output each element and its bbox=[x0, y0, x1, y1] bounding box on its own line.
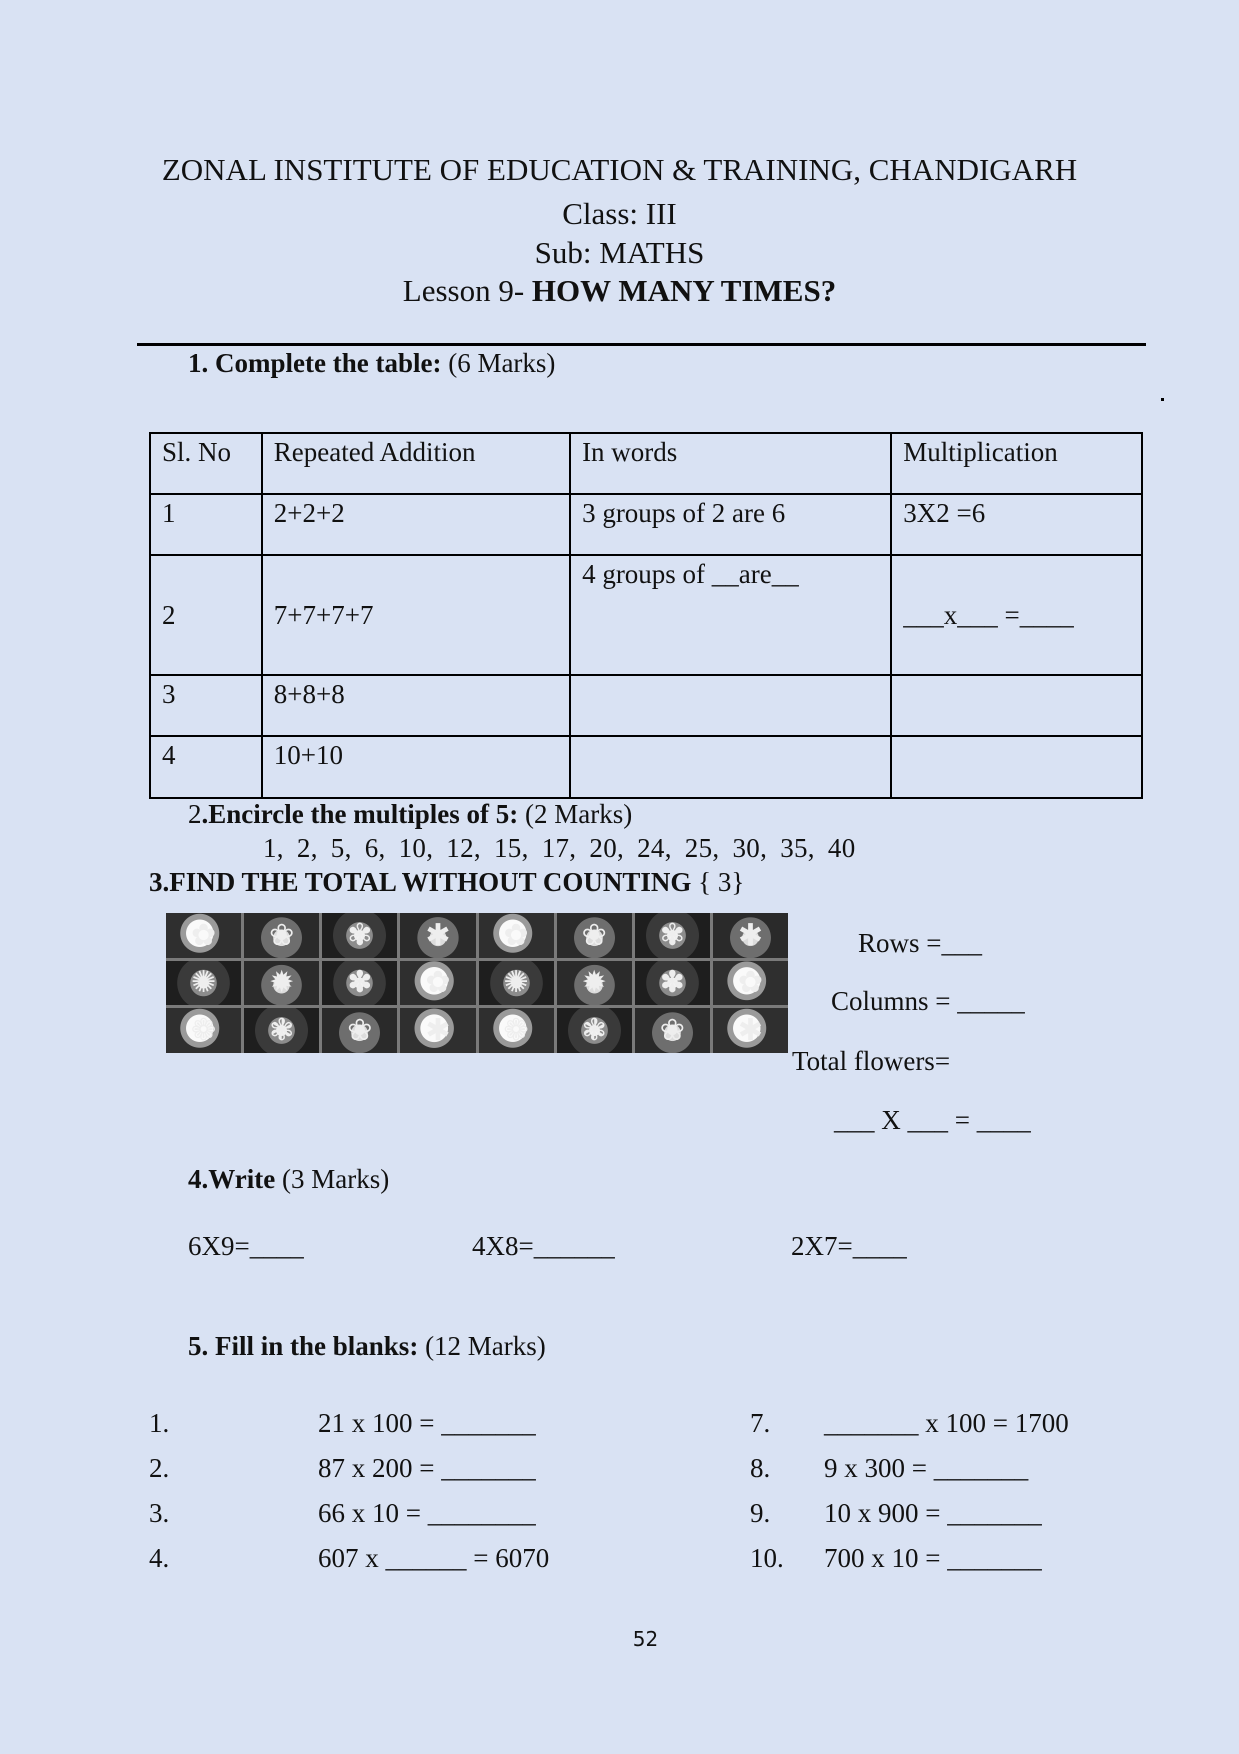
table-row bbox=[150, 555, 1142, 675]
cell-multiplication: 3X2 =6 bbox=[891, 494, 1142, 555]
flower-icon: ❃ bbox=[557, 1008, 632, 1053]
cell-slno: 2 bbox=[150, 555, 262, 675]
stray-dot bbox=[1161, 398, 1164, 401]
q5-question: 700 x 10 = _______ bbox=[824, 1543, 1042, 1573]
q5-number: 4. bbox=[149, 1543, 170, 1573]
col-header-in-words: In words bbox=[570, 433, 891, 494]
subject-label: Sub: MATHS bbox=[534, 235, 705, 270]
table-row bbox=[150, 494, 1142, 555]
flower-icon: ❀ bbox=[244, 913, 319, 958]
q1-marks: (6 Marks) bbox=[448, 348, 556, 378]
cell-in-words bbox=[570, 736, 891, 798]
flower-icon: ✱ bbox=[713, 1008, 788, 1053]
table-header-row bbox=[150, 433, 1142, 494]
q1-title: 1. Complete the table: bbox=[188, 348, 442, 378]
flower-icon: ✽ bbox=[635, 961, 710, 1006]
q2-number-list: 1, 2, 5, 6, 10, 12, 15, 17, 20, 24, 25, 30, 35, 40 bbox=[263, 833, 856, 863]
q1-table bbox=[149, 432, 1143, 799]
q5-heading bbox=[188, 1331, 546, 1362]
table-row bbox=[150, 736, 1142, 798]
cell-repeated-addition: 7+7+7+7 bbox=[262, 555, 570, 675]
q5-question: 87 x 200 = _______ bbox=[318, 1453, 536, 1483]
flower-icon: ❀ bbox=[322, 1008, 397, 1053]
flower-icon: ❃ bbox=[244, 1008, 319, 1053]
q5-title: 5. Fill in the blanks: bbox=[188, 1331, 419, 1361]
q3-total: Total flowers= bbox=[792, 1046, 951, 1076]
flower-icon: ✿ bbox=[479, 913, 554, 958]
cell-in-words: 4 groups of __are__ bbox=[570, 555, 891, 675]
q5-number: 1. bbox=[149, 1408, 170, 1438]
q3-heading bbox=[149, 867, 744, 898]
flower-icon: ✱ bbox=[400, 913, 475, 958]
q5-number: 10. bbox=[750, 1543, 784, 1573]
cell-multiplication bbox=[891, 675, 1142, 736]
q2-title: .Encircle the multiples of 5: bbox=[201, 799, 519, 829]
flower-icon: ❀ bbox=[557, 913, 632, 958]
q4-heading bbox=[188, 1164, 389, 1195]
cell-repeated-addition: 10+10 bbox=[262, 736, 570, 798]
flower-icon: ✺ bbox=[479, 961, 554, 1006]
q5-question: 21 x 100 = _______ bbox=[318, 1408, 536, 1438]
flower-icon: ✿ bbox=[400, 961, 475, 1006]
institute-title: ZONAL INSTITUTE OF EDUCATION & TRAINING, CHANDIGARH bbox=[161, 152, 1078, 187]
q5-number: 2. bbox=[149, 1453, 170, 1483]
cell-in-words: 3 groups of 2 are 6 bbox=[570, 494, 891, 555]
flower-icon: ✱ bbox=[713, 913, 788, 958]
flower-icon: ❁ bbox=[479, 1008, 554, 1053]
q3-title: 3.FIND THE TOTAL WITHOUT COUNTING bbox=[149, 867, 692, 897]
q5-number: 7. bbox=[750, 1408, 771, 1438]
q2-marks: (2 Marks) bbox=[524, 799, 633, 829]
q4-title: 4.Write bbox=[188, 1164, 276, 1194]
q3-marks: { 3} bbox=[698, 867, 745, 897]
q5-question: 9 x 300 = _______ bbox=[824, 1453, 1029, 1483]
flower-icon: ❁ bbox=[166, 1008, 241, 1053]
flower-icon: ✾ bbox=[322, 913, 397, 958]
header-divider bbox=[137, 343, 1146, 346]
cell-multiplication bbox=[891, 736, 1142, 798]
col-header-slno: Sl. No bbox=[150, 433, 262, 494]
q4-marks: (3 Marks) bbox=[281, 1164, 390, 1194]
q2-number: 2 bbox=[188, 799, 202, 829]
cell-multiplication: ___x___ =____ bbox=[891, 555, 1142, 675]
q3-rows: Rows =___ bbox=[858, 928, 982, 958]
flower-icon: ✱ bbox=[400, 1008, 475, 1053]
cell-repeated-addition: 8+8+8 bbox=[262, 675, 570, 736]
cell-slno: 4 bbox=[150, 736, 262, 798]
flower-icon: ✽ bbox=[322, 961, 397, 1006]
q5-question: 10 x 900 = _______ bbox=[824, 1498, 1042, 1528]
q1-heading bbox=[188, 348, 555, 379]
q4-item: 4X8=______ bbox=[472, 1231, 615, 1261]
col-header-multiplication: Multiplication bbox=[891, 433, 1142, 494]
flower-icon: ✾ bbox=[635, 913, 710, 958]
flower-icon: ✹ bbox=[557, 961, 632, 1006]
flower-icon: ❀ bbox=[635, 1008, 710, 1053]
class-label: Class: III bbox=[562, 196, 677, 231]
lesson-title: HOW MANY TIMES? bbox=[531, 273, 837, 308]
cell-slno: 3 bbox=[150, 675, 262, 736]
q2-heading bbox=[188, 799, 632, 830]
lesson-heading bbox=[0, 272, 1239, 310]
cell-repeated-addition: 2+2+2 bbox=[262, 494, 570, 555]
flower-icon: ✿ bbox=[713, 961, 788, 1006]
flower-icon: ✹ bbox=[244, 961, 319, 1006]
q4-item: 2X7=____ bbox=[791, 1231, 907, 1261]
flower-icon: ✺ bbox=[166, 961, 241, 1006]
table-row bbox=[150, 675, 1142, 736]
cell-slno: 1 bbox=[150, 494, 262, 555]
q5-number: 3. bbox=[149, 1498, 170, 1528]
q5-number: 8. bbox=[750, 1453, 771, 1483]
cell-in-words bbox=[570, 675, 891, 736]
q5-question: 607 x ______ = 6070 bbox=[318, 1543, 550, 1573]
flower-icon: ✿ bbox=[166, 913, 241, 958]
q5-question: _______ x 100 = 1700 bbox=[824, 1408, 1069, 1438]
q3-columns: Columns = _____ bbox=[831, 986, 1025, 1016]
page-number: 52 bbox=[632, 1627, 659, 1651]
q5-number: 9. bbox=[750, 1498, 771, 1528]
q5-marks: (12 Marks) bbox=[425, 1331, 546, 1361]
lesson-prefix: Lesson 9- bbox=[402, 273, 532, 308]
col-header-repeated-addition: Repeated Addition bbox=[262, 433, 570, 494]
flower-picture-grid bbox=[166, 913, 788, 1053]
q3-equation: ___ X ___ = ____ bbox=[834, 1105, 1031, 1135]
q5-question: 66 x 10 = ________ bbox=[318, 1498, 536, 1528]
q4-item: 6X9=____ bbox=[188, 1231, 304, 1261]
